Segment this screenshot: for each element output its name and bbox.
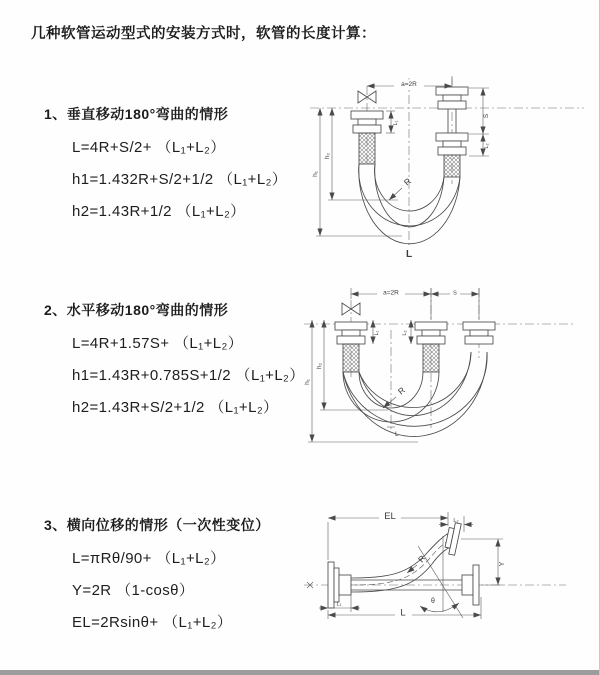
dim-label-el: EL: [384, 511, 396, 522]
dim-a2r: [351, 288, 479, 320]
dim-l1: [386, 111, 399, 133]
dim-label-a2r: a=2R: [401, 81, 417, 88]
dim-label-s: S: [483, 113, 490, 119]
radius-r: R: [415, 553, 428, 565]
dim-l2: [402, 320, 411, 344]
dim-label-h2: h₂: [324, 152, 331, 160]
diagram-horizontal-180-bend: [298, 278, 590, 450]
dim-el: [328, 510, 448, 560]
hose-s-curve: [351, 522, 461, 592]
dim-label-h1: h₁: [312, 171, 319, 177]
formula-line: Y=2R （1-cosθ）: [72, 582, 195, 599]
dim-label-h1: h₁: [304, 379, 311, 385]
length-label: L: [395, 431, 399, 438]
dim-label-l1: L₁: [393, 120, 399, 126]
dim-label-s: S: [453, 290, 457, 297]
formula-line: L=4R+S/2+ （L₁+L₂）: [72, 139, 226, 156]
page-title: 几种软管运动型式的安装方式时，软管的长度计算：: [31, 26, 376, 42]
middle-pipe-flange: [415, 322, 447, 372]
length-label: L: [405, 249, 413, 260]
diagram-vertical-180-bend: [302, 66, 592, 264]
formula-line: h2=1.43R+1/2 （L₁+L₂）: [72, 203, 246, 220]
theta-label: θ: [431, 598, 435, 605]
dim-label-l1: L₁: [336, 601, 342, 608]
formula-line: EL=2Rsinθ+ （L₁+L₂）: [72, 614, 233, 631]
formula-line: L=4R+1.57S+ （L₁+L₂）: [72, 335, 244, 352]
diagram-lateral-displacement: [298, 502, 593, 637]
formula-line: L=πRθ/90+ （L₁+L₂）: [72, 550, 226, 567]
dim-label-l2: L₂: [484, 143, 490, 149]
section-2-heading: 2、水平移动180°弯曲的情形: [44, 302, 229, 318]
formula-line: h1=1.43R+0.785S+1/2 （L₁+L₂）: [72, 367, 305, 384]
radius-label: [389, 176, 413, 200]
dim-l1: [373, 320, 380, 344]
dim-label-y: Y: [499, 561, 506, 567]
section-1-heading: 1、垂直移动180°弯曲的情形: [44, 106, 229, 122]
formula-line: h1=1.432R+S/2+1/2 （L₁+L₂）: [72, 171, 288, 188]
radius-r: R: [401, 175, 413, 188]
braided-hose-section: [444, 155, 460, 177]
right-pipe-flange: [463, 322, 495, 344]
dim-label-l2: L₂: [402, 330, 408, 336]
length-label: L: [400, 607, 406, 619]
dim-a2r: [367, 76, 452, 88]
scan-edge: [0, 670, 599, 675]
left-pipe-flange: [351, 111, 383, 164]
tilted-end-flange: [444, 522, 461, 556]
dim-label-h2: h₂: [316, 362, 323, 370]
hose-u-bend: [343, 352, 487, 436]
radius-r: R: [395, 384, 407, 397]
dim-label-l2: L₂: [453, 518, 459, 524]
formula-line: h2=1.43R+S/2+1/2 （L₁+L₂）: [72, 399, 279, 416]
section-3-heading: 3、横向位移的情形（一次性变位）: [44, 517, 270, 533]
left-pipe-flange: [335, 322, 367, 372]
dim-label-a2r: a=2R: [383, 289, 399, 297]
braided-hose-section: [359, 133, 375, 164]
dim-label-l1: L₁: [374, 330, 380, 336]
dim-s: [469, 88, 490, 156]
dim-l1: [319, 594, 360, 612]
